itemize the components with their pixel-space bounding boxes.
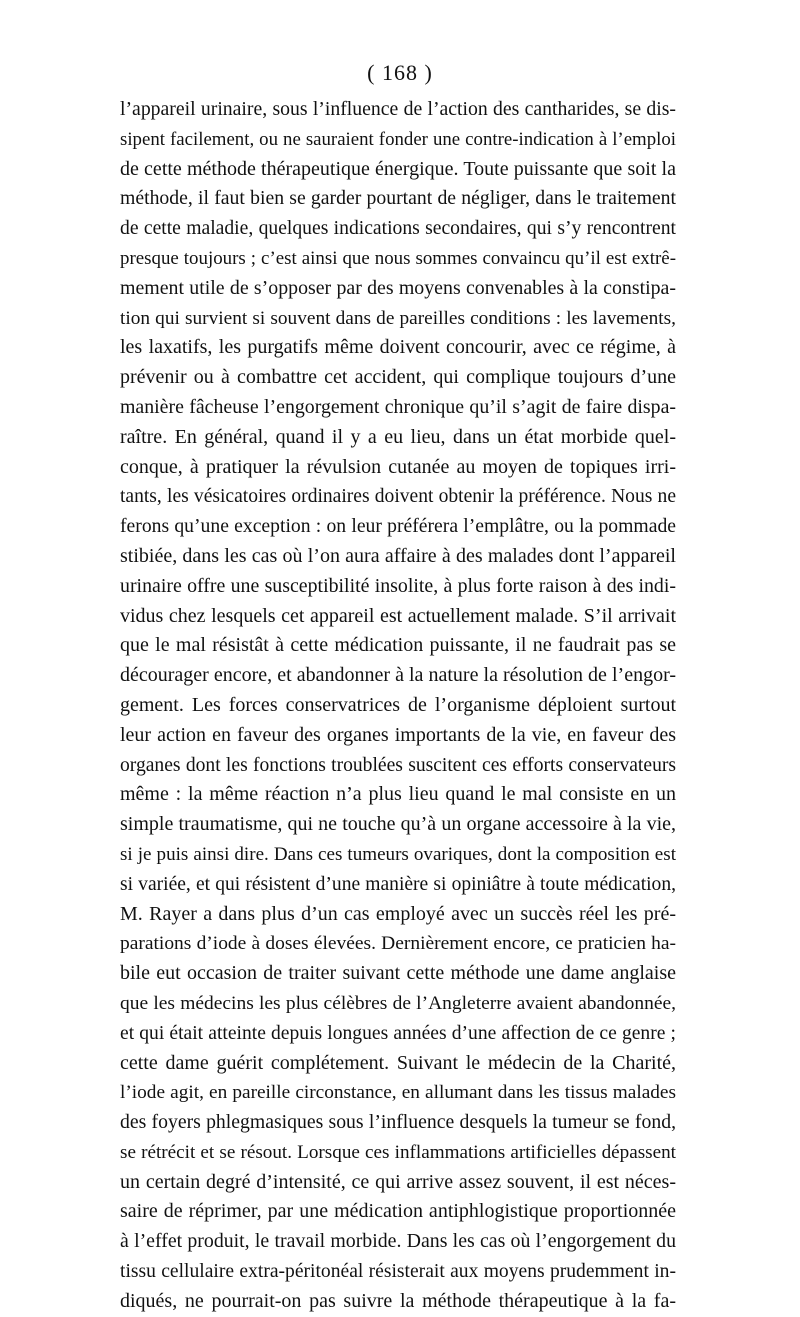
text-line: stibiée, dans les cas où l’on aura affaire à des malades dont l’appareil — [120, 544, 676, 567]
text-line: presque toujours ; c’est ainsi que nous sommes convaincu qu’il est extrê- — [120, 247, 676, 269]
text-line: de cette méthode thérapeutique énergique. Toute puissante que soit la — [120, 157, 676, 180]
text-line: simple traumatisme, qui ne touche qu’à un organe accessoire à la vie, — [120, 813, 676, 836]
text-line: si variée, et qui résistent d’une manière si opiniâtre à toute médication, — [120, 873, 676, 895]
text-line: à l’effet produit, le travail morbide. Dans les cas où l’engorgement du — [120, 1230, 676, 1253]
text-line: ferons qu’une exception : on leur préférera l’emplâtre, ou la pommade — [120, 515, 676, 538]
text-line: manière fâcheuse l’engorgement chronique qu’il s’agit de faire dispa- — [120, 395, 676, 418]
text-line: leur action en faveur des organes importants de la vie, en faveur des — [120, 723, 676, 746]
text-line: sipent facilement, ou ne sauraient fonder une contre-indication à l’emploi — [120, 128, 676, 150]
text-line: bile eut occasion de traiter suivant cette méthode une dame anglaise — [120, 962, 676, 985]
text-line: raître. En général, quand il y a eu lieu, dans un état morbide quel- — [120, 425, 676, 448]
text-line: même : la même réaction n’a plus lieu quand le mal consiste en un — [120, 783, 676, 806]
text-line: vidus chez lesquels cet appareil est actuellement malade. S’il arrivait — [120, 604, 676, 627]
text-line: les laxatifs, les purgatifs même doivent concourir, avec ce régime, à — [120, 336, 676, 359]
text-line: saire de réprimer, par une médication antiphlogistique proportionnée — [120, 1200, 676, 1223]
page-number: ( 168 ) — [367, 60, 433, 85]
text-line: parations d’iode à doses élevées. Dernièrement encore, ce praticien ha- — [120, 933, 676, 955]
text-line: se rétrécit et se résout. Lorsque ces inflammations artificielles dépassent — [120, 1141, 676, 1163]
text-line: l’iode agit, en pareille circonstance, en allumant dans les tissus malades — [120, 1082, 676, 1104]
text-line: diqués, ne pourrait-on pas suivre la méthode thérapeutique à la fa- — [120, 1289, 676, 1312]
text-line: urinaire offre une susceptibilité insolite, à plus forte raison à des indi- — [120, 574, 676, 597]
text-line: prévenir ou à combattre cet accident, qui complique toujours d’une — [120, 366, 676, 389]
text-line: conque, à pratiquer la révulsion cutanée au moyen de topiques irri- — [120, 455, 676, 478]
text-line: tion qui survient si souvent dans de pareilles conditions : les lavements, — [120, 307, 676, 329]
text-line: l’appareil urinaire, sous l’influence de l’action des cantharides, se dis- — [120, 98, 676, 120]
text-line: que les médecins les plus célèbres de l’Angleterre avaient abandonnée, — [120, 992, 676, 1014]
text-line: gement. Les forces conservatrices de l’organisme déploient surtout — [120, 693, 676, 716]
text-line: organes dont les fonctions troublées suscitent ces efforts conservateurs — [120, 754, 676, 776]
text-line: et qui était atteinte depuis longues années d’une affection de ce genre ; — [120, 1022, 676, 1044]
text-line: un certain degré d’intensité, ce qui arrive assez souvent, il est néces- — [120, 1170, 676, 1193]
text-line: si je puis ainsi dire. Dans ces tumeurs ovariques, dont la composition est — [120, 843, 676, 865]
text-line: de cette maladie, quelques indications secondaires, qui s’y rencontrent — [120, 217, 676, 240]
text-line: des foyers phlegmasiques sous l’influence desquels la tumeur se fond, — [120, 1111, 676, 1134]
text-line: cette dame guérit complétement. Suivant le médecin de la Charité, — [120, 1051, 676, 1074]
text-line: décourager encore, et abandonner à la nature la résolution de l’engor- — [120, 664, 676, 687]
text-line: tants, les vésicatoires ordinaires doivent obtenir la préférence. Nous ne — [120, 486, 676, 508]
text-line: mement utile de s’opposer par des moyens convenables à la constipa- — [120, 276, 676, 299]
text-line: méthode, il faut bien se garder pourtant de négliger, dans le traitement — [120, 187, 676, 210]
text-line: M. Rayer a dans plus d’un cas employé avec un succès réel les pré- — [120, 902, 676, 925]
text-line: que le mal résistât à cette médication puissante, il ne faudrait pas se — [120, 634, 676, 657]
body-text — [120, 95, 676, 1317]
text-line: tissu cellulaire extra-péritonéal résisterait aux moyens prudemment in- — [120, 1261, 676, 1283]
